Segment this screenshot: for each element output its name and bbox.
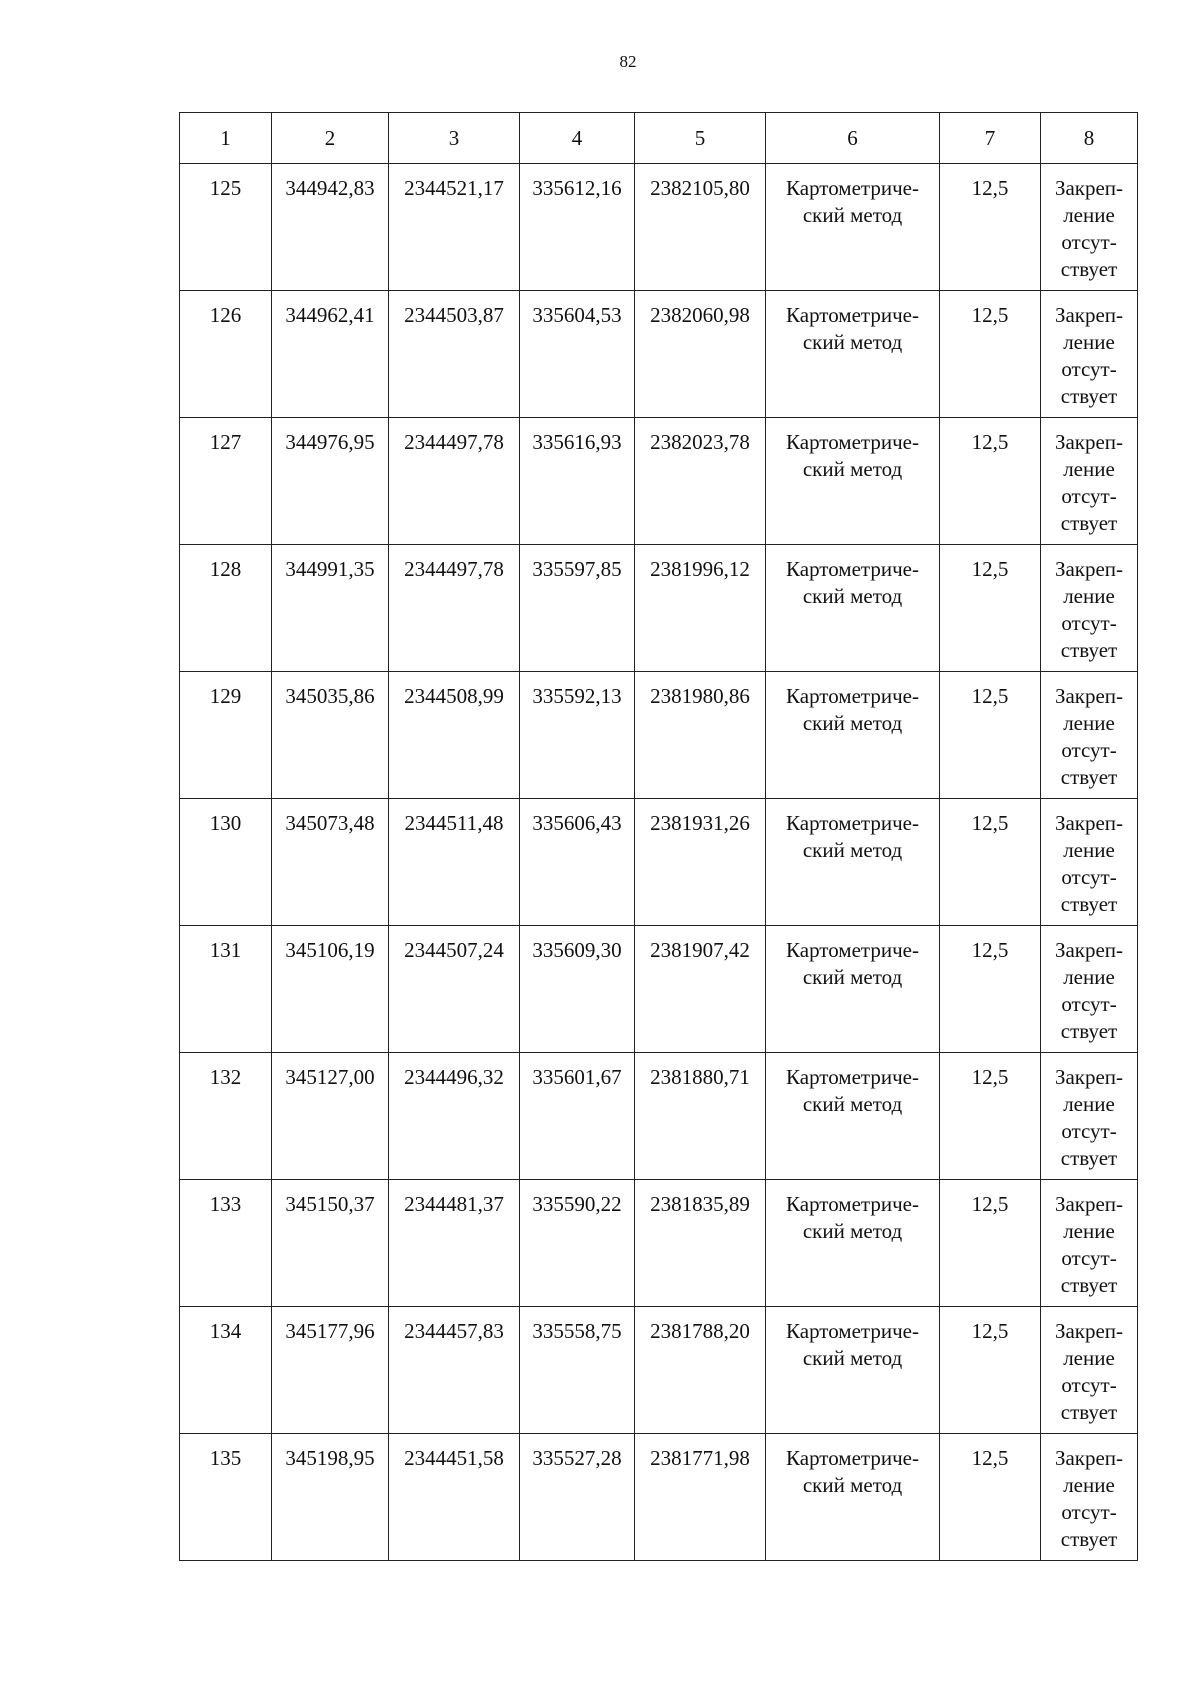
y-coordinate-cell: 2344497,78	[389, 418, 520, 545]
fixation-cell-line: отсут-	[1061, 1119, 1117, 1143]
fixation-cell-line: ление	[1063, 457, 1115, 481]
y-coordinate-cell: 2344508,99	[389, 672, 520, 799]
point-number-cell: 127	[180, 418, 272, 545]
accuracy-cell: 12,5	[940, 545, 1041, 672]
fixation-cell-line: Закреп-	[1054, 1192, 1124, 1216]
column-header: 6	[766, 113, 940, 164]
fixation-cell-line: ствует	[1060, 1527, 1118, 1551]
fixation-cell-line: отсут-	[1061, 1373, 1117, 1397]
method-cell	[766, 1053, 940, 1180]
y-coordinate-2-cell: 2381931,26	[635, 799, 766, 926]
y-coordinate-cell: 2344521,17	[389, 164, 520, 291]
column-header: 5	[635, 113, 766, 164]
table-row	[180, 1307, 1138, 1434]
fixation-cell-line: Закреп-	[1054, 176, 1124, 200]
method-cell	[766, 1434, 940, 1561]
fixation-cell	[1041, 1434, 1138, 1561]
table-row	[180, 291, 1138, 418]
y-coordinate-2-cell: 2381771,98	[635, 1434, 766, 1561]
x-coordinate-2-cell: 335527,28	[520, 1434, 635, 1561]
table-row	[180, 926, 1138, 1053]
method-cell-line: Картометриче-	[786, 1319, 919, 1343]
y-coordinate-2-cell: 2382105,80	[635, 164, 766, 291]
column-header: 2	[272, 113, 389, 164]
fixation-cell-line: ление	[1063, 711, 1115, 735]
y-coordinate-2-cell: 2382023,78	[635, 418, 766, 545]
fixation-cell-line: ление	[1063, 1219, 1115, 1243]
fixation-cell-line: ление	[1063, 584, 1115, 608]
x-coordinate-cell: 345073,48	[272, 799, 389, 926]
fixation-cell-line: Закреп-	[1054, 430, 1124, 454]
method-cell-line: ский метод	[802, 1346, 903, 1370]
x-coordinate-cell: 345106,19	[272, 926, 389, 1053]
column-header: 1	[180, 113, 272, 164]
table-row	[180, 799, 1138, 926]
column-header: 7	[940, 113, 1041, 164]
point-number-cell: 125	[180, 164, 272, 291]
fixation-cell	[1041, 672, 1138, 799]
y-coordinate-2-cell: 2381980,86	[635, 672, 766, 799]
table-row	[180, 1434, 1138, 1561]
y-coordinate-cell: 2344497,78	[389, 545, 520, 672]
y-coordinate-cell: 2344451,58	[389, 1434, 520, 1561]
x-coordinate-2-cell: 335590,22	[520, 1180, 635, 1307]
x-coordinate-2-cell: 335601,67	[520, 1053, 635, 1180]
method-cell-line: ский метод	[802, 838, 903, 862]
method-cell-line: Картометриче-	[786, 684, 919, 708]
method-cell-line: ский метод	[802, 1219, 903, 1243]
method-cell-line: ский метод	[802, 330, 903, 354]
point-number-cell: 135	[180, 1434, 272, 1561]
column-header: 8	[1041, 113, 1138, 164]
x-coordinate-2-cell: 335592,13	[520, 672, 635, 799]
method-cell-line: ский метод	[802, 457, 903, 481]
y-coordinate-2-cell: 2381996,12	[635, 545, 766, 672]
y-coordinate-cell: 2344496,32	[389, 1053, 520, 1180]
method-cell-line: ский метод	[802, 584, 903, 608]
method-cell	[766, 672, 940, 799]
method-cell-line: Картометриче-	[786, 557, 919, 581]
fixation-cell	[1041, 545, 1138, 672]
method-cell-line: ский метод	[802, 711, 903, 735]
method-cell	[766, 926, 940, 1053]
fixation-cell-line: ление	[1063, 838, 1115, 862]
fixation-cell-line: ствует	[1060, 257, 1118, 281]
point-number-cell: 131	[180, 926, 272, 1053]
fixation-cell-line: ление	[1063, 1346, 1115, 1370]
method-cell	[766, 1307, 940, 1434]
point-number-cell: 130	[180, 799, 272, 926]
point-number-cell: 128	[180, 545, 272, 672]
method-cell-line: ский метод	[802, 965, 903, 989]
x-coordinate-2-cell: 335558,75	[520, 1307, 635, 1434]
y-coordinate-cell: 2344457,83	[389, 1307, 520, 1434]
method-cell-line: Картометриче-	[786, 1065, 919, 1089]
fixation-cell-line: Закреп-	[1054, 811, 1124, 835]
table-row	[180, 545, 1138, 672]
method-cell	[766, 1180, 940, 1307]
x-coordinate-2-cell: 335609,30	[520, 926, 635, 1053]
column-header: 3	[389, 113, 520, 164]
table-row	[180, 418, 1138, 545]
fixation-cell-line: отсут-	[1061, 738, 1117, 762]
x-coordinate-cell: 345127,00	[272, 1053, 389, 1180]
method-cell-line: ский метод	[802, 203, 903, 227]
accuracy-cell: 12,5	[940, 799, 1041, 926]
accuracy-cell: 12,5	[940, 926, 1041, 1053]
accuracy-cell: 12,5	[940, 1307, 1041, 1434]
method-cell-line: Картометриче-	[786, 938, 919, 962]
x-coordinate-2-cell: 335606,43	[520, 799, 635, 926]
x-coordinate-cell: 344962,41	[272, 291, 389, 418]
coordinates-table	[179, 112, 1138, 1561]
x-coordinate-cell: 345198,95	[272, 1434, 389, 1561]
table-body	[180, 164, 1138, 1561]
fixation-cell-line: Закреп-	[1054, 557, 1124, 581]
method-cell-line: Картометриче-	[786, 176, 919, 200]
accuracy-cell: 12,5	[940, 1180, 1041, 1307]
accuracy-cell: 12,5	[940, 1434, 1041, 1561]
point-number-cell: 134	[180, 1307, 272, 1434]
fixation-cell-line: отсут-	[1061, 357, 1117, 381]
table-header	[180, 113, 1138, 164]
fixation-cell-line: Закреп-	[1054, 1446, 1124, 1470]
x-coordinate-2-cell: 335612,16	[520, 164, 635, 291]
accuracy-cell: 12,5	[940, 1053, 1041, 1180]
fixation-cell-line: отсут-	[1061, 865, 1117, 889]
x-coordinate-cell: 345035,86	[272, 672, 389, 799]
point-number-cell: 129	[180, 672, 272, 799]
fixation-cell-line: Закреп-	[1054, 1319, 1124, 1343]
fixation-cell-line: ствует	[1060, 638, 1118, 662]
fixation-cell-line: ствует	[1060, 1019, 1118, 1043]
method-cell-line: Картометриче-	[786, 1446, 919, 1470]
x-coordinate-cell: 344991,35	[272, 545, 389, 672]
header-row	[180, 113, 1138, 164]
point-number-cell: 126	[180, 291, 272, 418]
x-coordinate-cell: 345150,37	[272, 1180, 389, 1307]
method-cell	[766, 291, 940, 418]
x-coordinate-cell: 344942,83	[272, 164, 389, 291]
method-cell	[766, 164, 940, 291]
fixation-cell-line: ление	[1063, 1092, 1115, 1116]
fixation-cell-line: отсут-	[1061, 484, 1117, 508]
method-cell	[766, 418, 940, 545]
fixation-cell	[1041, 164, 1138, 291]
fixation-cell-line: ление	[1063, 965, 1115, 989]
fixation-cell-line: отсут-	[1061, 992, 1117, 1016]
fixation-cell-line: ствует	[1060, 1400, 1118, 1424]
method-cell-line: ский метод	[802, 1092, 903, 1116]
page-number: 82	[619, 52, 637, 71]
fixation-cell-line: ствует	[1060, 1146, 1118, 1170]
fixation-cell-line: ление	[1063, 203, 1115, 227]
y-coordinate-2-cell: 2381788,20	[635, 1307, 766, 1434]
y-coordinate-cell: 2344507,24	[389, 926, 520, 1053]
table-row	[180, 672, 1138, 799]
fixation-cell-line: Закреп-	[1054, 1065, 1124, 1089]
fixation-cell	[1041, 291, 1138, 418]
fixation-cell-line: ствует	[1060, 892, 1118, 916]
method-cell-line: Картометриче-	[786, 303, 919, 327]
y-coordinate-2-cell: 2381907,42	[635, 926, 766, 1053]
method-cell-line: Картометриче-	[786, 430, 919, 454]
fixation-cell-line: ствует	[1060, 1273, 1118, 1297]
x-coordinate-2-cell: 335616,93	[520, 418, 635, 545]
x-coordinate-2-cell: 335604,53	[520, 291, 635, 418]
fixation-cell-line: ствует	[1060, 765, 1118, 789]
table-row	[180, 1180, 1138, 1307]
fixation-cell-line: отсут-	[1061, 230, 1117, 254]
fixation-cell-line: отсут-	[1061, 1246, 1117, 1270]
y-coordinate-cell: 2344511,48	[389, 799, 520, 926]
method-cell-line: Картометриче-	[786, 811, 919, 835]
fixation-cell	[1041, 1307, 1138, 1434]
fixation-cell-line: ление	[1063, 330, 1115, 354]
fixation-cell-line: отсут-	[1061, 611, 1117, 635]
fixation-cell-line: Закреп-	[1054, 303, 1124, 327]
point-number-cell: 133	[180, 1180, 272, 1307]
table-row	[180, 164, 1138, 291]
method-cell-line: ский метод	[802, 1473, 903, 1497]
x-coordinate-cell: 344976,95	[272, 418, 389, 545]
fixation-cell-line: отсут-	[1061, 1500, 1117, 1524]
fixation-cell	[1041, 418, 1138, 545]
accuracy-cell: 12,5	[940, 291, 1041, 418]
fixation-cell-line: Закреп-	[1054, 938, 1124, 962]
method-cell-line: Картометриче-	[786, 1192, 919, 1216]
fixation-cell-line: ствует	[1060, 511, 1118, 535]
accuracy-cell: 12,5	[940, 164, 1041, 291]
method-cell	[766, 799, 940, 926]
accuracy-cell: 12,5	[940, 672, 1041, 799]
fixation-cell-line: ление	[1063, 1473, 1115, 1497]
fixation-cell	[1041, 1180, 1138, 1307]
accuracy-cell: 12,5	[940, 418, 1041, 545]
x-coordinate-2-cell: 335597,85	[520, 545, 635, 672]
y-coordinate-2-cell: 2382060,98	[635, 291, 766, 418]
y-coordinate-cell: 2344503,87	[389, 291, 520, 418]
y-coordinate-2-cell: 2381880,71	[635, 1053, 766, 1180]
y-coordinate-cell: 2344481,37	[389, 1180, 520, 1307]
column-header: 4	[520, 113, 635, 164]
fixation-cell	[1041, 799, 1138, 926]
y-coordinate-2-cell: 2381835,89	[635, 1180, 766, 1307]
fixation-cell-line: ствует	[1060, 384, 1118, 408]
fixation-cell	[1041, 1053, 1138, 1180]
method-cell	[766, 545, 940, 672]
fixation-cell-line: Закреп-	[1054, 684, 1124, 708]
fixation-cell	[1041, 926, 1138, 1053]
x-coordinate-cell: 345177,96	[272, 1307, 389, 1434]
point-number-cell: 132	[180, 1053, 272, 1180]
table-row	[180, 1053, 1138, 1180]
